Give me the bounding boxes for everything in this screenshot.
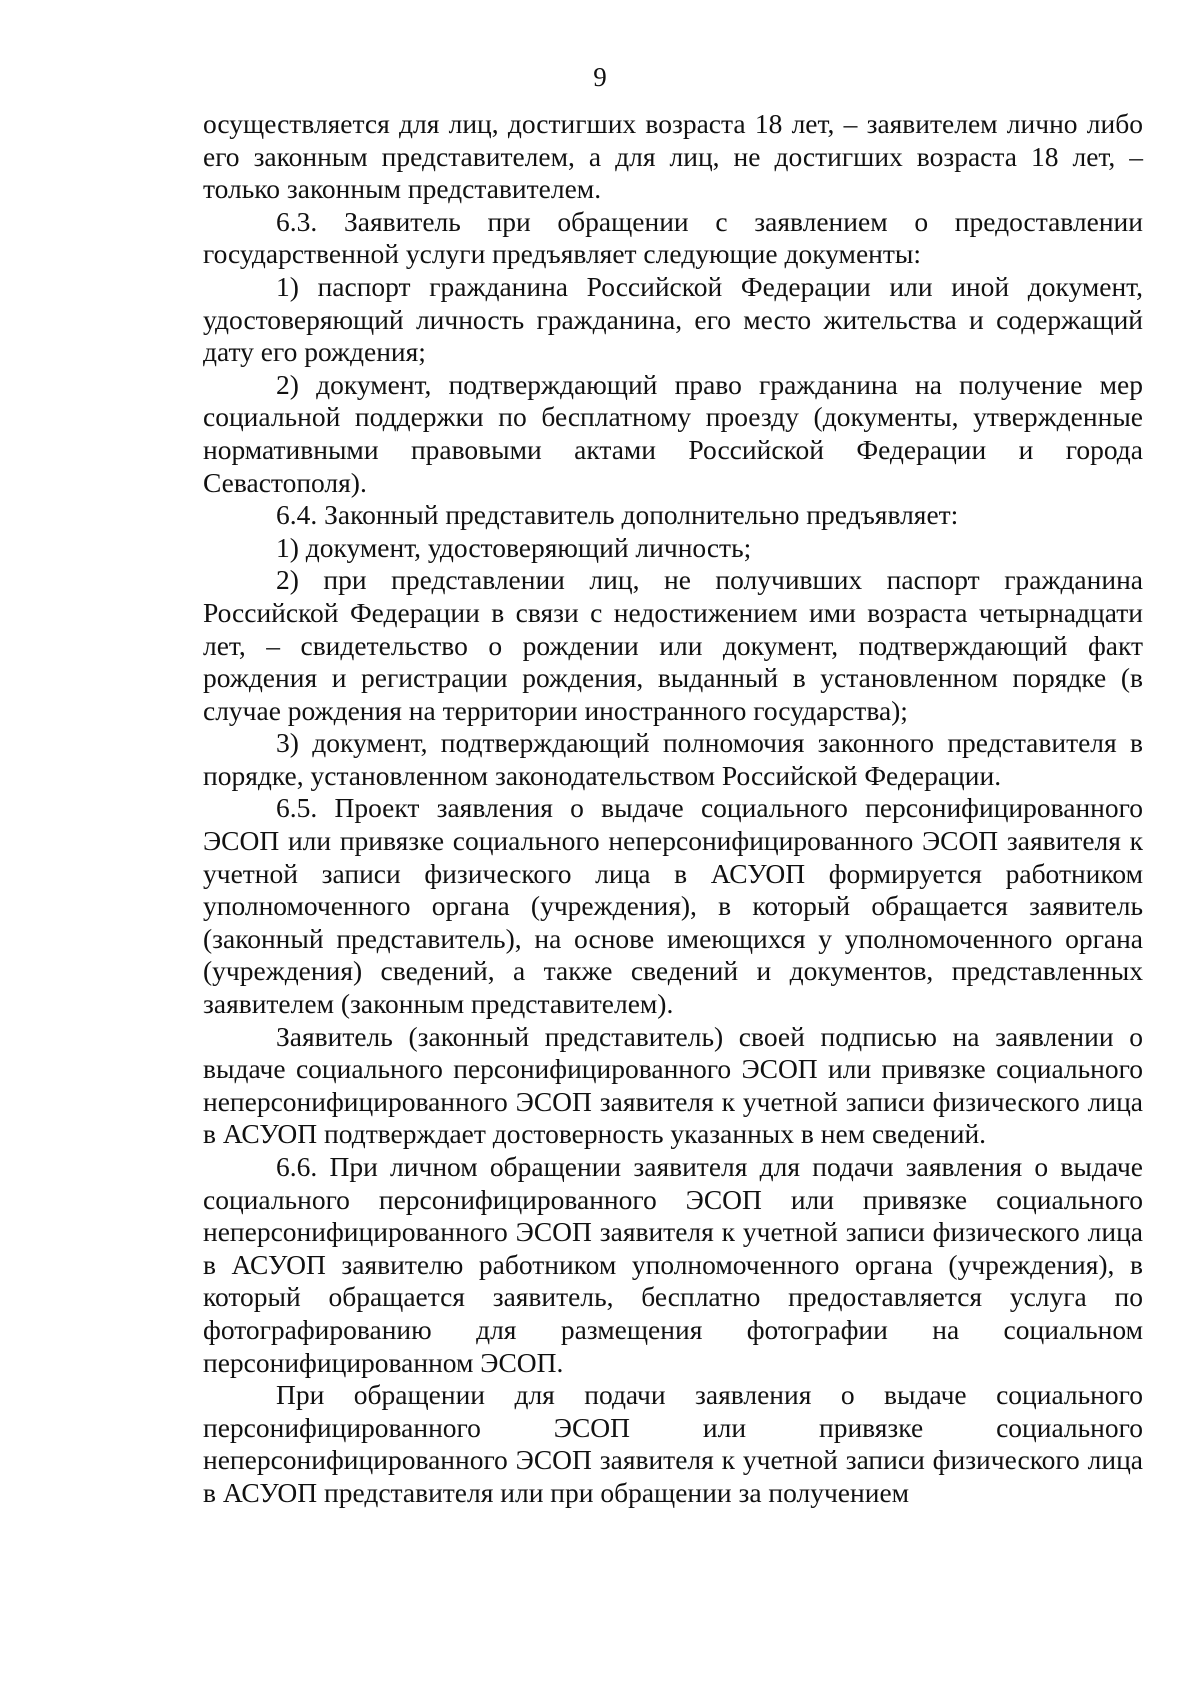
paragraph: При обращении для подачи заявления о выдаче социального персонифицированного ЭСОП или привязке социального неперсонифицированного ЭСОП заявителя к учетной записи физического лица в АСУОП представителя или при обращении за получением (203, 1379, 1143, 1508)
paragraph: 1) документ, удостоверяющий личность; (276, 531, 752, 563)
paragraph: 6.5. Проект заявления о выдаче социального персонифицированного ЭСОП или привязке социального неперсонифицированного ЭСОП заявителя к учетной записи физического лица в АСУОП формируется работником уполномоченного органа (учреждения), в который обращается заявитель (законный представитель), на основе имеющихся у уполномоченного органа (учреждения) сведений, а также сведений и документов, представленных заявителем (законным представителем). (203, 792, 1143, 1020)
paragraph: 1) паспорт гражданина Российской Федерации или иной документ, удостоверяющий личность гражданина, его место жительства и содержащий дату его рождения; (203, 270, 1143, 368)
paragraph: 3) документ, подтверждающий полномочия законного представителя в порядке, установленном законодательством Российской Федерации. (203, 727, 1143, 791)
document-body (203, 108, 1143, 1510)
paragraph: 6.4. Законный представитель дополнительно предъявляет: (276, 499, 959, 531)
paragraph: 2) документ, подтверждающий право гражданина на получение мер социальной поддержки по бесплатному проезду (документы, утвержденные нормативными правовыми актами Российской Федерации и города Севастополя). (203, 368, 1143, 498)
paragraph: осуществляется для лиц, достигших возраста 18 лет, – заявителем лично либо его законным представителем, а для лиц, не достигших возраста 18 лет, – только законным представителем. (203, 108, 1143, 205)
paragraph: 6.6. При личном обращении заявителя для подачи заявления о выдаче социального персонифицированного ЭСОП или привязке социального неперсонифицированного ЭСОП заявителя к учетной записи физического лица в АСУОП заявителю работником уполномоченного органа (учреждения), в который обращается заявитель, бесплатно предоставляется услуга по фотографированию для размещения фотографии на социальном персонифицированном ЭСОП. (203, 1151, 1143, 1378)
paragraph: 6.3. Заявитель при обращении с заявлением о предоставлении государственной услуги предъявляет следующие документы: (203, 205, 1143, 270)
page-number: 9 (593, 62, 607, 92)
paragraph: 2) при представлении лиц, не получивших паспорт гражданина Российской Федерации в связи с недостижением ими возраста четырнадцати лет, – свидетельство о рождении или документ, подтверждающий факт рождения и регистрации рождения, выданный в установленном порядке (в случае рождения на территории иностранного государства); (203, 564, 1143, 726)
paragraph: Заявитель (законный представитель) своей подписью на заявлении о выдаче социального персонифицированного ЭСОП или привязке социального неперсонифицированного ЭСОП заявителя к учетной записи физического лица в АСУОП подтверждает достоверность указанных в нем сведений. (203, 1020, 1143, 1150)
